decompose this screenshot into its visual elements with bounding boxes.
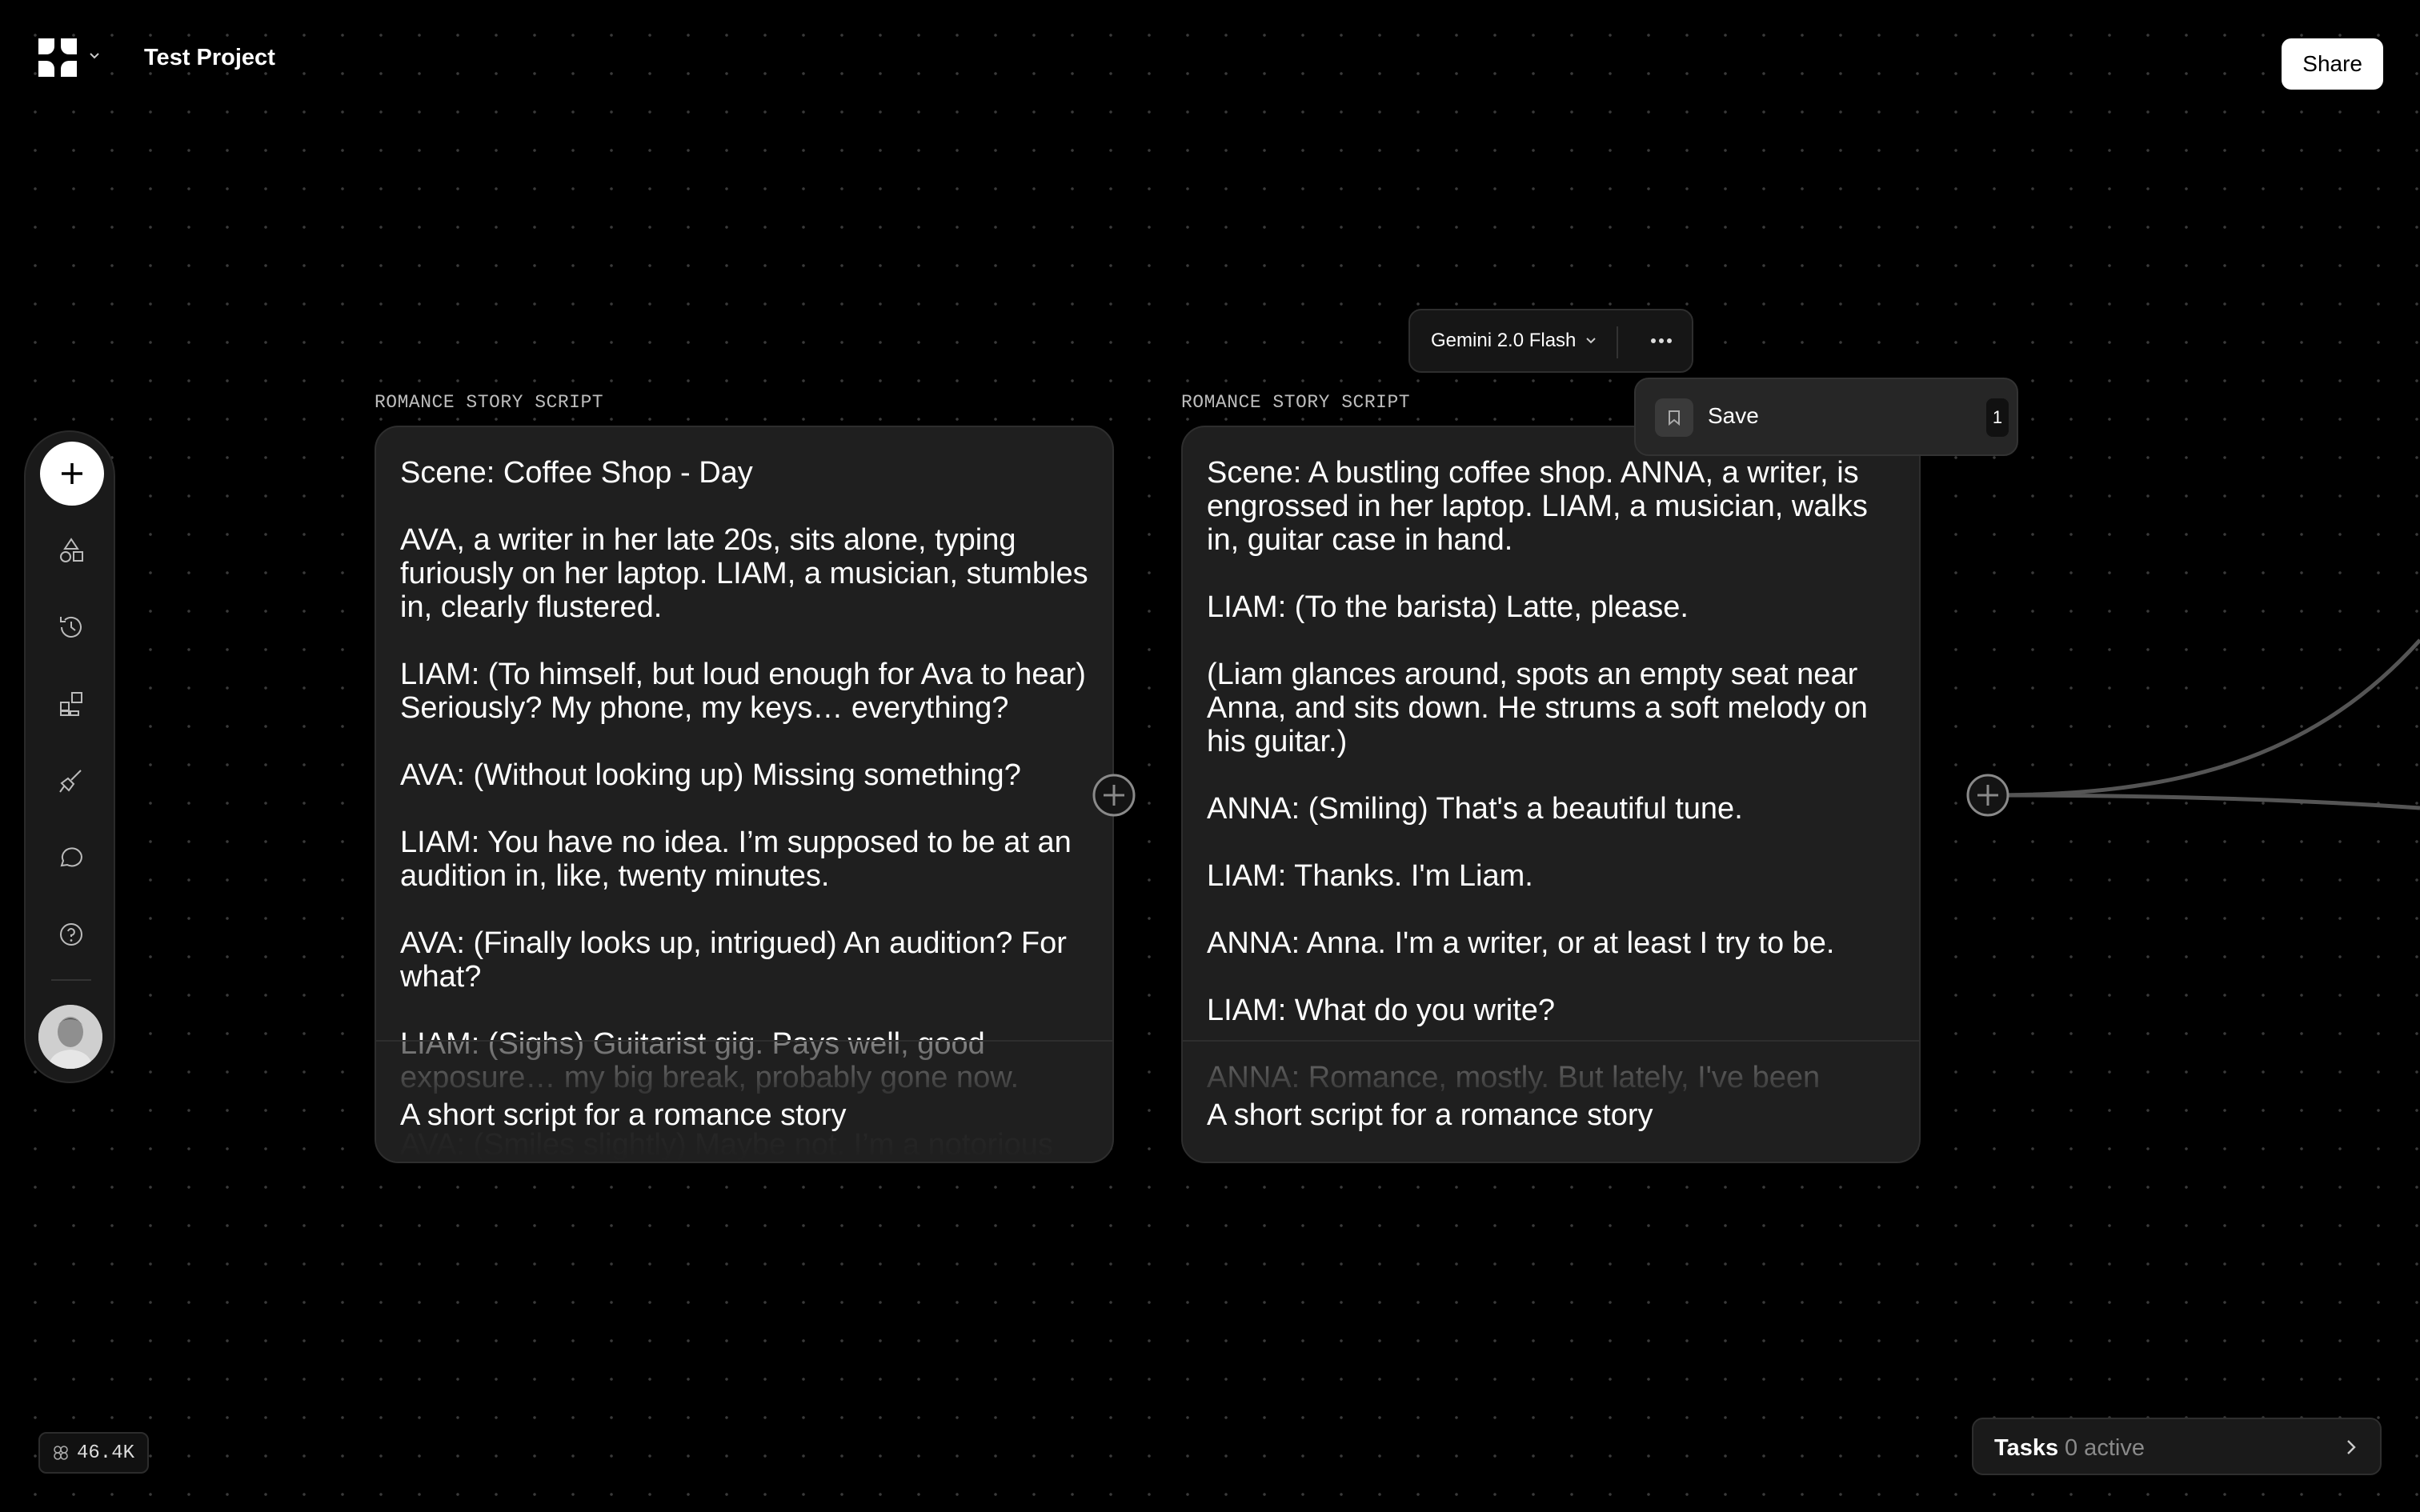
- card-prompt-text[interactable]: A short script for a romance story: [1207, 1098, 1653, 1132]
- left-toolbar: [24, 430, 115, 1083]
- credits-icon: [53, 1445, 69, 1461]
- brush-button[interactable]: [47, 757, 95, 805]
- credits-value: 46.4K: [77, 1442, 135, 1464]
- card-label: ROMANCE STORY SCRIPT: [1181, 392, 1411, 413]
- card-body-text: Scene: Coffee Shop - Day AVA, a writer in her late 20s, sits alone, typing furiously on her laptop. LIAM, a musician, stumbles in, clearly flustered. LIAM: (To himself, but loud enough for Ava to hear) Seriously? My phone, my keys… everything? AVA: (Without looking up) Missing something? LIAM: You have no idea. I’m supposed to be at an audition in, like, twenty minutes. AVA: (Finally looks up, intrigued) An audition? For what?: [400, 456, 1088, 994]
- project-title[interactable]: Test Project: [144, 45, 275, 70]
- model-selector[interactable]: Gemini 2.0 Flash: [1431, 330, 1577, 351]
- brush-icon: [57, 766, 86, 795]
- share-button[interactable]: Share: [2282, 38, 2383, 90]
- shortcut-badge: 1: [1986, 398, 2009, 437]
- text-node-card[interactable]: [1181, 426, 1921, 1163]
- add-node-icon[interactable]: [1092, 773, 1136, 818]
- shapes-button[interactable]: [47, 526, 95, 574]
- user-avatar-icon: [38, 1005, 102, 1069]
- add-icon: [58, 460, 86, 487]
- chat-button[interactable]: [47, 834, 95, 882]
- avatar[interactable]: [38, 1005, 102, 1069]
- connection-lines: [1921, 608, 2420, 864]
- credits-badge[interactable]: [38, 1432, 149, 1474]
- toolbar-divider: [51, 979, 91, 981]
- save-menu: [1634, 378, 2018, 456]
- apps-icon: [57, 690, 86, 718]
- logo-icon[interactable]: [37, 37, 78, 78]
- chevron-right-icon[interactable]: [2343, 1438, 2359, 1456]
- more-options-icon[interactable]: [1645, 331, 1677, 350]
- card-prompt-text[interactable]: A short script for a romance story: [400, 1098, 847, 1132]
- text-node-card[interactable]: [375, 426, 1114, 1163]
- add-button[interactable]: [40, 442, 104, 506]
- card-label: ROMANCE STORY SCRIPT: [375, 392, 604, 413]
- bookmark-icon: [1665, 409, 1683, 426]
- model-toolbar: [1408, 309, 1693, 373]
- tasks-panel[interactable]: [1972, 1418, 2382, 1475]
- history-icon: [57, 613, 86, 642]
- chat-icon: [57, 843, 86, 872]
- toolbar-divider: [1617, 326, 1618, 358]
- save-button[interactable]: [1655, 398, 1693, 437]
- chevron-down-icon[interactable]: [1585, 334, 1597, 347]
- chevron-down-icon[interactable]: [88, 50, 101, 62]
- card-body-text: Scene: A bustling coffee shop. ANNA, a writer, is engrossed in her laptop. LIAM, a musician, walks in, guitar case in hand. LIAM: (To the barista) Latte, please. (Liam glances around, spots an empty seat near Anna, and sits down. He strums a soft melody on his guitar.) ANNA: (Smiling) That's a beautiful tune. LIAM: Thanks. I'm Liam. ANNA: Anna. I'm a writer, or at least I try to be. LIAM: What do you write?: [1207, 456, 1868, 1027]
- shapes-icon: [57, 536, 86, 565]
- save-label[interactable]: Save: [1708, 403, 1759, 428]
- history-button[interactable]: [47, 603, 95, 651]
- tasks-title: Tasks: [1994, 1435, 2059, 1461]
- help-button[interactable]: [47, 910, 95, 958]
- add-node-icon[interactable]: [1965, 773, 2010, 818]
- tasks-status: 0 active: [2065, 1435, 2145, 1461]
- apps-button[interactable]: [47, 680, 95, 728]
- help-icon: [57, 920, 86, 949]
